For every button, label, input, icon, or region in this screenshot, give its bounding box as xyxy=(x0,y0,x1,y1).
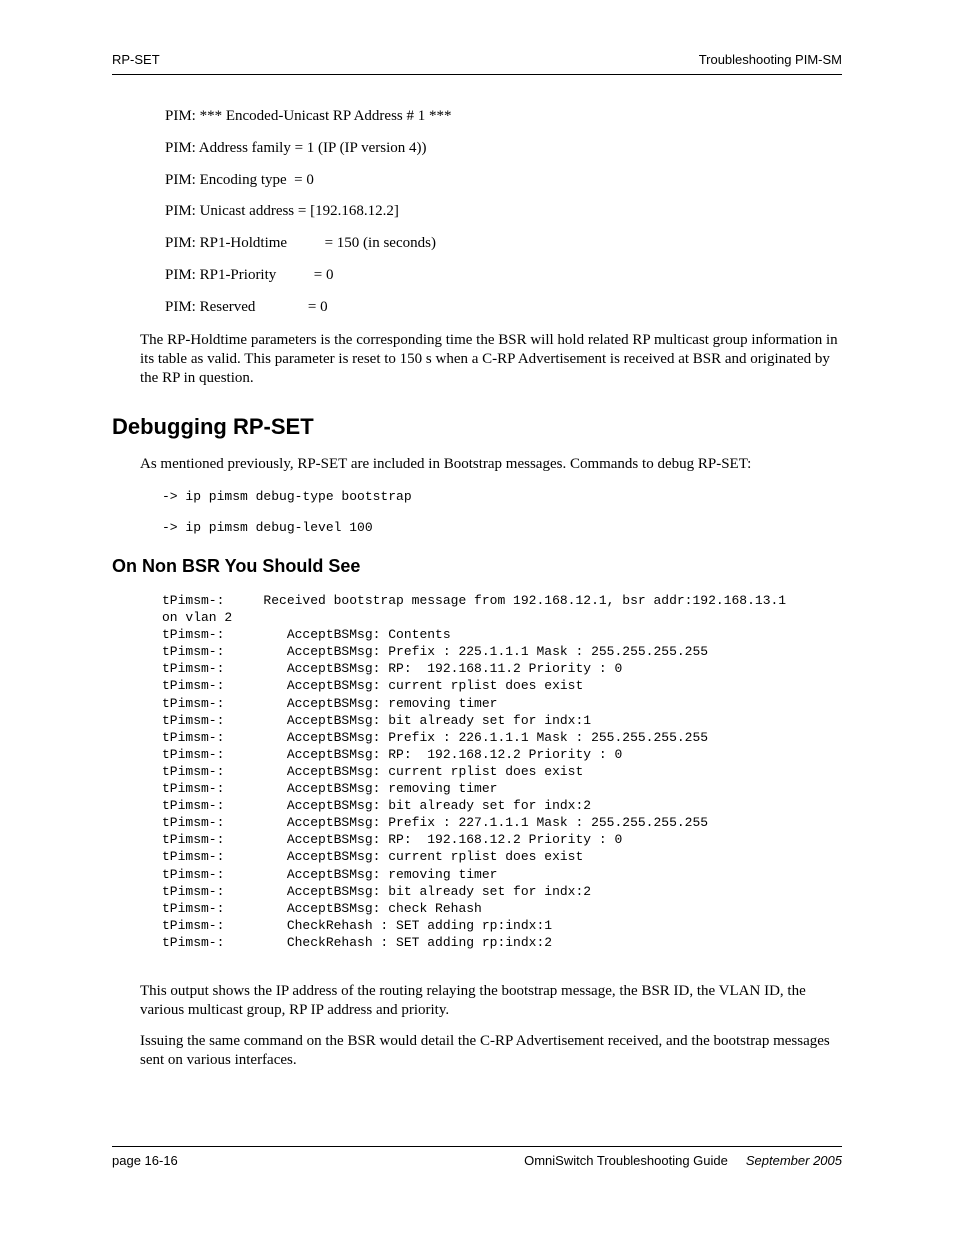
pim-line: PIM: Unicast address = [192.168.12.2] xyxy=(165,203,399,219)
page-footer xyxy=(112,1146,842,1177)
guide-title: OmniSwitch Troubleshooting Guide xyxy=(524,1153,728,1168)
section-heading: Debugging RP-SET xyxy=(112,414,314,439)
pim-line: PIM: Reserved = 0 xyxy=(165,299,328,315)
pim-line: PIM: *** Encoded-Unicast RP Address # 1 *** xyxy=(165,108,452,124)
paragraph-output-explanation: This output shows the IP address of the routing relaying the bootstrap message, the BSR ID, the VLAN ID, the various multicast group, RP IP address and priority. xyxy=(140,983,806,1018)
paragraph-issuing-command: Issuing the same command on the BSR would detail the C-RP Advertisement received, and the bootstrap messages sent on various interfaces. xyxy=(140,1033,830,1068)
paragraph-debug-intro: As mentioned previously, RP-SET are included in Bootstrap messages. Commands to debug RP-SET: xyxy=(140,456,752,472)
subsection-heading: On Non BSR You Should See xyxy=(112,556,361,576)
command-line: -> ip pimsm debug-level 100 xyxy=(162,520,373,535)
paragraph-holdtime: The RP-Holdtime parameters is the corresponding time the BSR will hold related RP multicast group information in its table as valid. This parameter is reset to 150 s when a C-RP Advertisement is received at BSR and originated by the RP in question. xyxy=(140,332,838,386)
header-chapter: Troubleshooting PIM-SM xyxy=(698,52,842,67)
pim-line: PIM: Encoding type = 0 xyxy=(165,172,314,188)
page-number: page 16-16 xyxy=(112,1153,178,1168)
publication-date: September 2005 xyxy=(745,1153,842,1168)
pim-line: PIM: RP1-Priority = 0 xyxy=(165,267,334,283)
command-line: -> ip pimsm debug-type bootstrap xyxy=(162,489,412,504)
debug-log-output: tPimsm-: Received bootstrap message from 192.168.12.1, bsr addr:192.168.13.1 on vlan 2 tPimsm-: AcceptBSMsg: Contents tPimsm-: AcceptBSMsg: Prefix : 225.1.1.1 Mask : 255.255.255.255 tPimsm-: AcceptBSMsg: RP: 192.168.11.2 Priority : 0 tPimsm-: AcceptBSMsg: current rplist does exist tPimsm-: AcceptBSMsg: removing timer tPimsm-: AcceptBSMsg: bit already set for indx:1 tPimsm-: AcceptBSMsg: Prefix : 226.1.1.1 Mask : 255.255.255.255 tPimsm-: AcceptBSMsg: RP: 192.168.12.2 Priority : 0 tPimsm-: AcceptBSMsg: current rplist does exist tPimsm-: AcceptBSMsg: removing timer tPimsm-: AcceptBSMsg: bit already set for indx:2 tPimsm-: AcceptBSMsg: Prefix : 227.1.1.1 Mask : 255.255.255.255 tPimsm-: AcceptBSMsg: RP: 192.168.12.2 Priority : 0 tPimsm-: AcceptBSMsg: current rplist does exist tPimsm-: AcceptBSMsg: removing timer tPimsm-: AcceptBSMsg: bit already set for indx:2 tPimsm-: AcceptBSMsg: check Rehash tPimsm-: CheckRehash : SET adding rp:indx:1 tPimsm-: CheckRehash : SET adding rp:indx:2 xyxy=(162,593,787,950)
page-header xyxy=(112,52,842,75)
pim-line: PIM: RP1-Holdtime = 150 (in seconds) xyxy=(165,235,436,251)
header-section: RP-SET xyxy=(112,52,160,67)
footer-right xyxy=(524,1153,842,1168)
pim-line: PIM: Address family = 1 (IP (IP version 4)) xyxy=(165,140,427,156)
